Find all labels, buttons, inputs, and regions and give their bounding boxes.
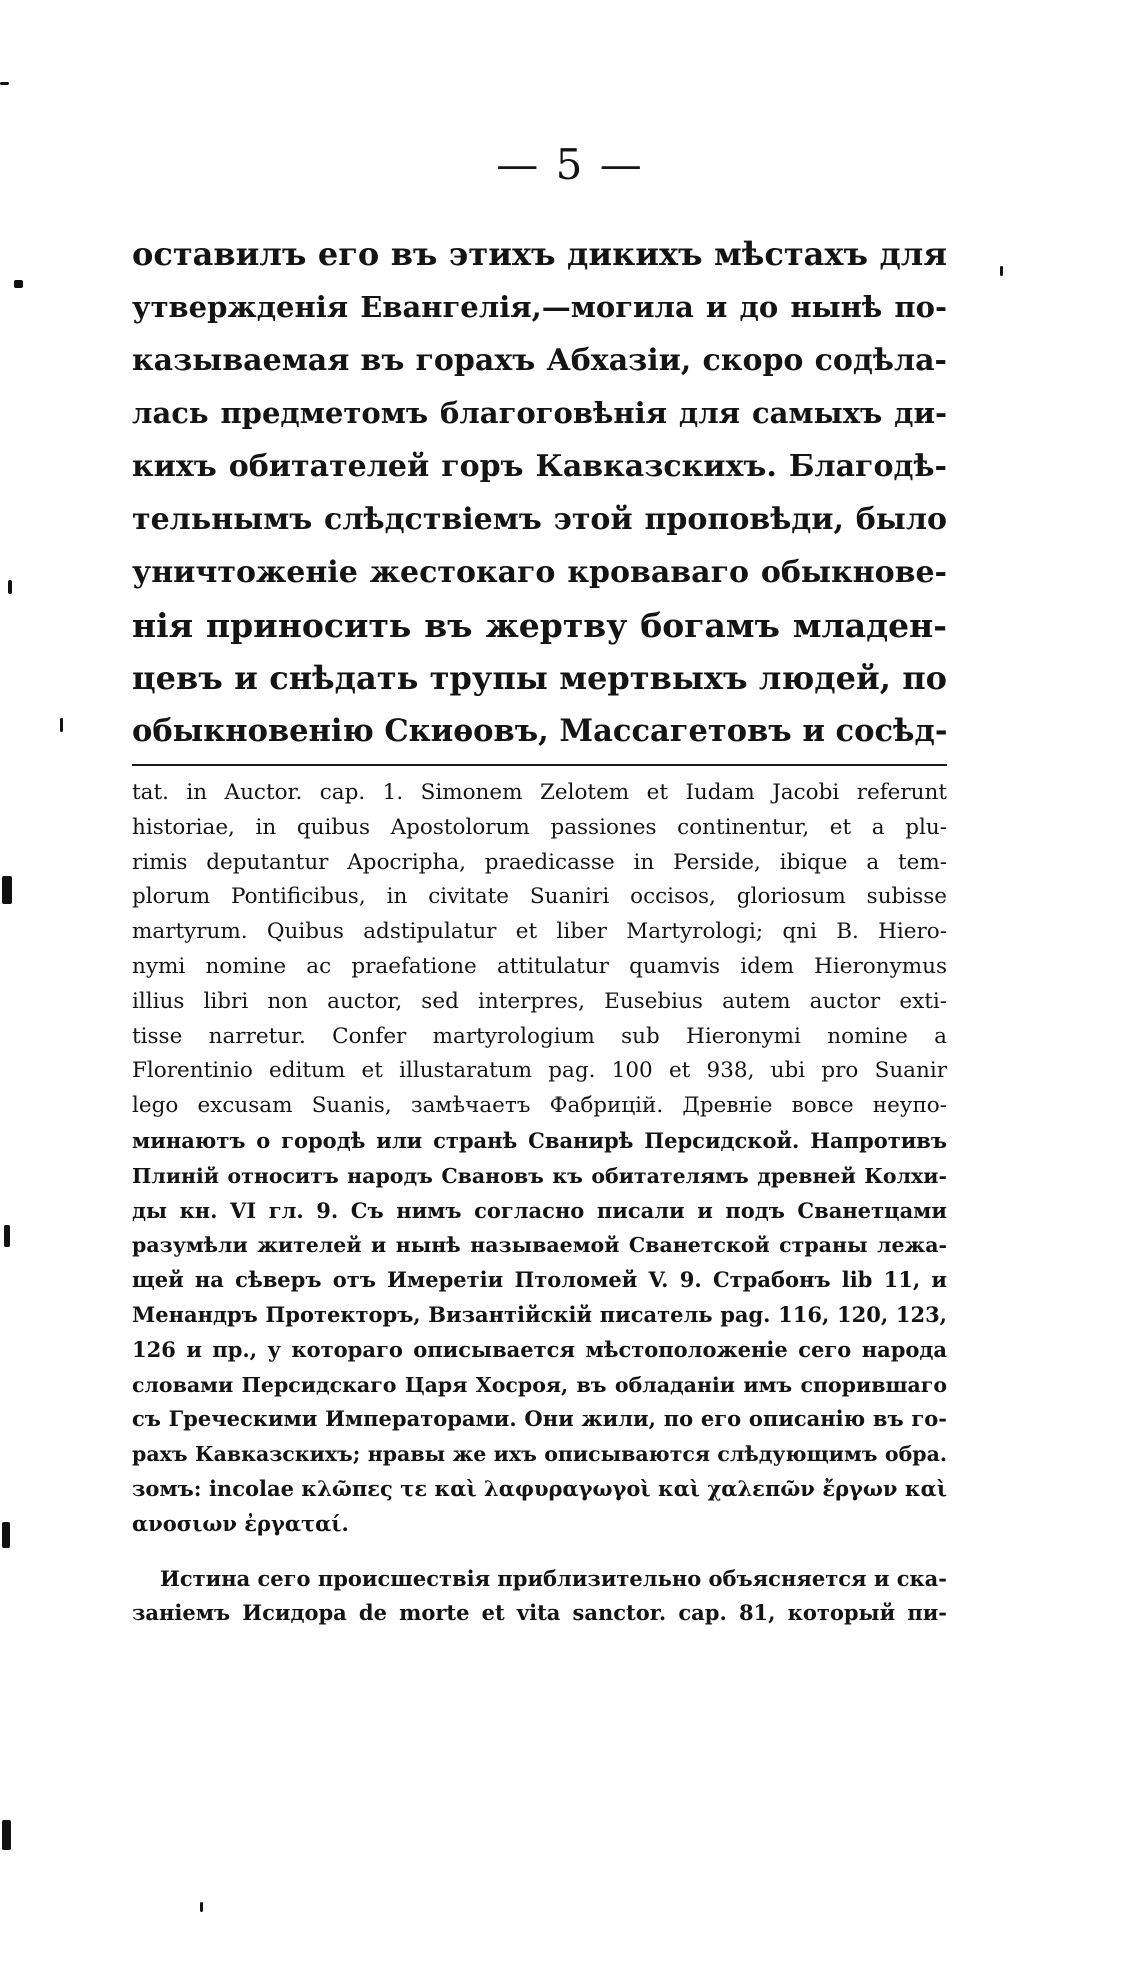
footnote-line: Florentinio editum et illustaratum pag. 100 et 938, ubi pro Suanir [132,1058,947,1084]
footnote-divider [132,764,947,766]
scan-speck [2,1820,11,1850]
text-line: кихъ обитателей горъ Кавказскихъ. Благодѣ- [132,449,947,484]
scan-speck [8,580,12,594]
footnote-line: Менандръ Протекторъ, Византійскій писатель pag. 116, 120, 123, [132,1301,947,1327]
footnote-line: plorum Pontificibus, in civitate Suaniri occisos, gloriosum subisse [132,884,947,910]
text-line: нія приносить въ жертву богамъ младен- [132,606,947,645]
scan-speck [200,1902,203,1912]
footnote-line: рахъ Кавказскихъ; нравы же ихъ описываются слѣдующимъ обра. [132,1442,947,1467]
scan-speck [4,1225,10,1247]
footnote-line: martyrum. Quibus adstipulatur et liber Martyrologi; qni B. Hiero- [132,919,947,945]
footnote-line: lego excusam Suanis, замѣчаетъ Фабрицій. Древніе вовсе неупо- [132,1093,947,1119]
footnote-line: ανοσιων ἐργαταί. [132,1510,349,1536]
footnote-line: заніемъ Исидора de morte et vita sanctor. cap. 81, который пи- [132,1600,947,1626]
footnote-line: словами Персидскаго Царя Хосроя, въ обладаніи имъ спорившаго [132,1372,947,1397]
text-line: казываемая въ горахъ Абхазіи, скоро содѣла- [132,343,947,378]
footnote-line: съ Греческими Императорами. Они жили, по его описанію въ го- [132,1406,947,1432]
text-line: обыкновенію Скиѳовъ, Массагетовъ и сосѣд- [132,713,948,749]
text-line: уничтоженіе жестокаго кроваваго обыкнове- [132,555,947,590]
scan-speck [2,1522,10,1548]
footnote-line: Истина сего происшествія приблизительно объясняется и ска- [160,1565,947,1591]
footnote-line: зомъ: incolae κλῶπες τε καὶ λαφυραγωγοὶ καὶ χαλεπῶν ἔργων καὶ [132,1475,947,1501]
footnote-line: ды кн. VI гл. 9. Съ нимъ согласно писали и подъ Сванетцами [132,1197,947,1223]
footnotes [132,776,947,1631]
footnote-line: nymi nomine ac praefatione attitulatur quamvis idem Hieronymus [132,953,947,979]
footnote-line: tisse narretur. Confer martyrologium sub Hieronymi nomine a [132,1023,947,1049]
scan-speck [60,718,63,732]
text-line: лась предметомъ благоговѣнія для самыхъ ди- [132,396,947,430]
footnote-line: минаютъ о городѣ или странѣ Сванирѣ Персидской. Напротивъ [132,1127,947,1153]
text-line: тельнымъ слѣдствіемъ этой проповѣди, было [132,502,947,537]
footnote-line: rimis deputantur Apocripha, praedicasse in Perside, ibique a tem- [132,849,947,875]
paragraph-gap [132,1542,947,1562]
text-line: оставилъ его въ этихъ дикихъ мѣстахъ для [132,235,947,273]
footnote-line: illius libri non auctor, sed interpres, Eusebius autem auctor exti- [132,988,947,1014]
scan-speck [0,82,9,85]
footnote-line: 126 и пр., у котораго описывается мѣстоположеніе сего народа [132,1336,947,1362]
text-line: утвержденія Евангелія,—могила и до нынѣ по- [132,290,947,324]
footnote-line: разумѣли жителей и нынѣ называемой Сванетской страны лежа- [132,1233,947,1258]
footnote-line: historiae, in quibus Apostolorum passiones continentur, et a plu- [132,814,947,840]
main-text [132,228,947,758]
footnote-line: щей на сѣверъ отъ Имеретіи Птоломей V. 9. Страбонъ lib 11, и [132,1267,947,1293]
page-number: — 5 — [496,140,644,189]
footnote-line: tat. in Auctor. cap. 1. Simonem Zelotem et Iudam Jacobi referunt [132,780,947,805]
scan-speck [14,280,23,288]
scan-speck [2,876,12,904]
scan-speck [1000,266,1003,276]
footnote-line: Плиній относитъ народъ Свановъ къ обитателямъ древней Колхи- [132,1163,947,1188]
text-line: цевъ и снѣдать трупы мертвыхъ людей, по [132,659,947,697]
